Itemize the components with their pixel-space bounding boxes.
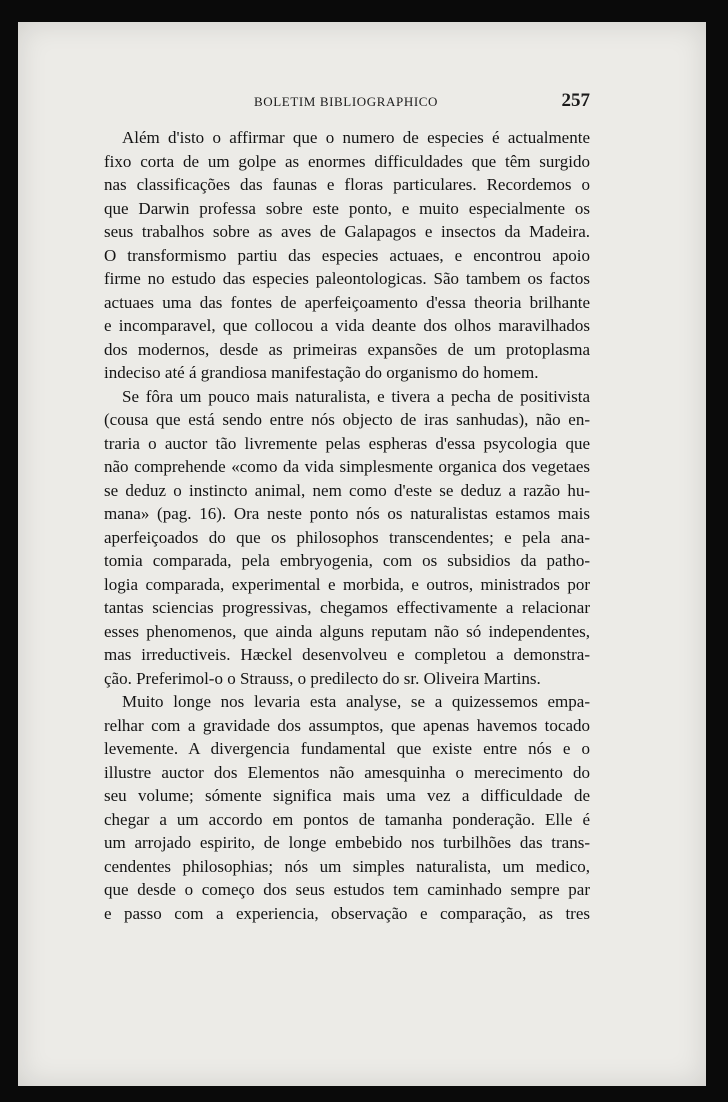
text-line: que desde o começo dos seus estudos tem caminhado sempre par [104,880,590,899]
text-line: que Darwin professa sobre este ponto, e muito especialmente os [104,198,590,218]
text-line: levemente. A divergencia fundamental que existe entre nós e o [104,739,590,758]
text-line: illustre auctor dos Elementos não amesquinha o merecimento do [104,762,590,782]
text-line: dos modernos, desde as primeiras expansões de um protoplasma [104,339,590,359]
text-line: Além d'isto o affirmar que o numero de especies é actualmente [122,128,590,147]
text-line: seus trabalhos sobre as aves de Galapagos e insectos da Madeira. [104,222,590,241]
text-line: O transformismo partiu das especies actuaes, e encontrou apoio [104,245,590,265]
text-line: Se fôra um pouco mais naturalista, e tivera a pecha de positivista [122,386,590,406]
text-line: actuaes uma das fontes de aperfeiçoamento d'essa theoria brilhante [104,292,590,312]
text-line: e passo com a experiencia, observação e comparação, as tres [104,903,590,923]
text-line: tomia comparada, pela embryogenia, com os subsidios da patho- [104,551,590,570]
page-number: 257 [561,90,590,111]
text-line: esses phenomenos, que ainda alguns reputam não só independentes, [104,621,590,641]
text-line: não comprehende «como da vida simplesmente organica dos vegetaes [104,457,590,476]
text-line: Muito longe nos levaria esta analyse, se a quizessemos empa- [122,692,590,711]
text-line: cendentes philosophias; nós um simples naturalista, um medico, [104,856,590,876]
text-line: se deduz o instincto animal, nem como d'este se deduz a razão hu- [104,480,590,500]
text-line: fixo corta de um golpe as enormes difficuldades que têm surgido [104,151,590,171]
text-line: chegar a um accordo em pontos de tamanha ponderação. Elle é [104,809,590,829]
text-line: (cousa que está sendo entre nós objecto de iras sanhudas), não en- [104,410,590,429]
paragraph-3 [104,690,590,925]
text-line: logia comparada, experimental e morbida, e outros, ministrados por [104,574,590,594]
running-title: BOLETIM BIBLIOGRAPHICO [254,94,439,109]
text-line: e incomparavel, que collocou a vida deante dos olhos maravilhados [104,316,590,335]
text-line: indeciso até á grandiosa manifestação do organismo do homem. [104,363,539,382]
book-page [18,22,706,1086]
body-text [104,126,590,925]
text-line: um arrojado espirito, de longe embebido nos turbilhões das trans- [104,833,590,852]
page-header [104,90,590,114]
paragraph-2 [104,385,590,691]
text-line: nas classificações das faunas e floras particulares. Recordemos o [104,175,590,194]
text-line: ção. Preferimol-o o Strauss, o predilecto do sr. Oliveira Martins. [104,668,541,688]
text-line: firme no estudo das especies paleontologicas. São tambem os factos [104,269,590,288]
text-line: traria o auctor tão livremente pelas espheras d'essa psycologia que [104,433,590,453]
text-line: tantas sciencias progressivas, chegamos effectivamente a relacionar [104,598,590,617]
text-line: seu volume; sómente significa mais uma vez a difficuldade de [104,786,590,805]
text-line: relhar com a gravidade dos assumptos, que apenas havemos tocado [104,715,590,735]
text-line: mana» (pag. 16). Ora neste ponto nós os naturalistas estamos mais [104,504,590,523]
text-line: aperfeiçoados do que os philosophos transcendentes; e pela ana- [104,527,590,547]
text-line: mas irreductiveis. Hæckel desenvolveu e completou a demonstra- [104,645,590,664]
paragraph-1 [104,126,590,385]
